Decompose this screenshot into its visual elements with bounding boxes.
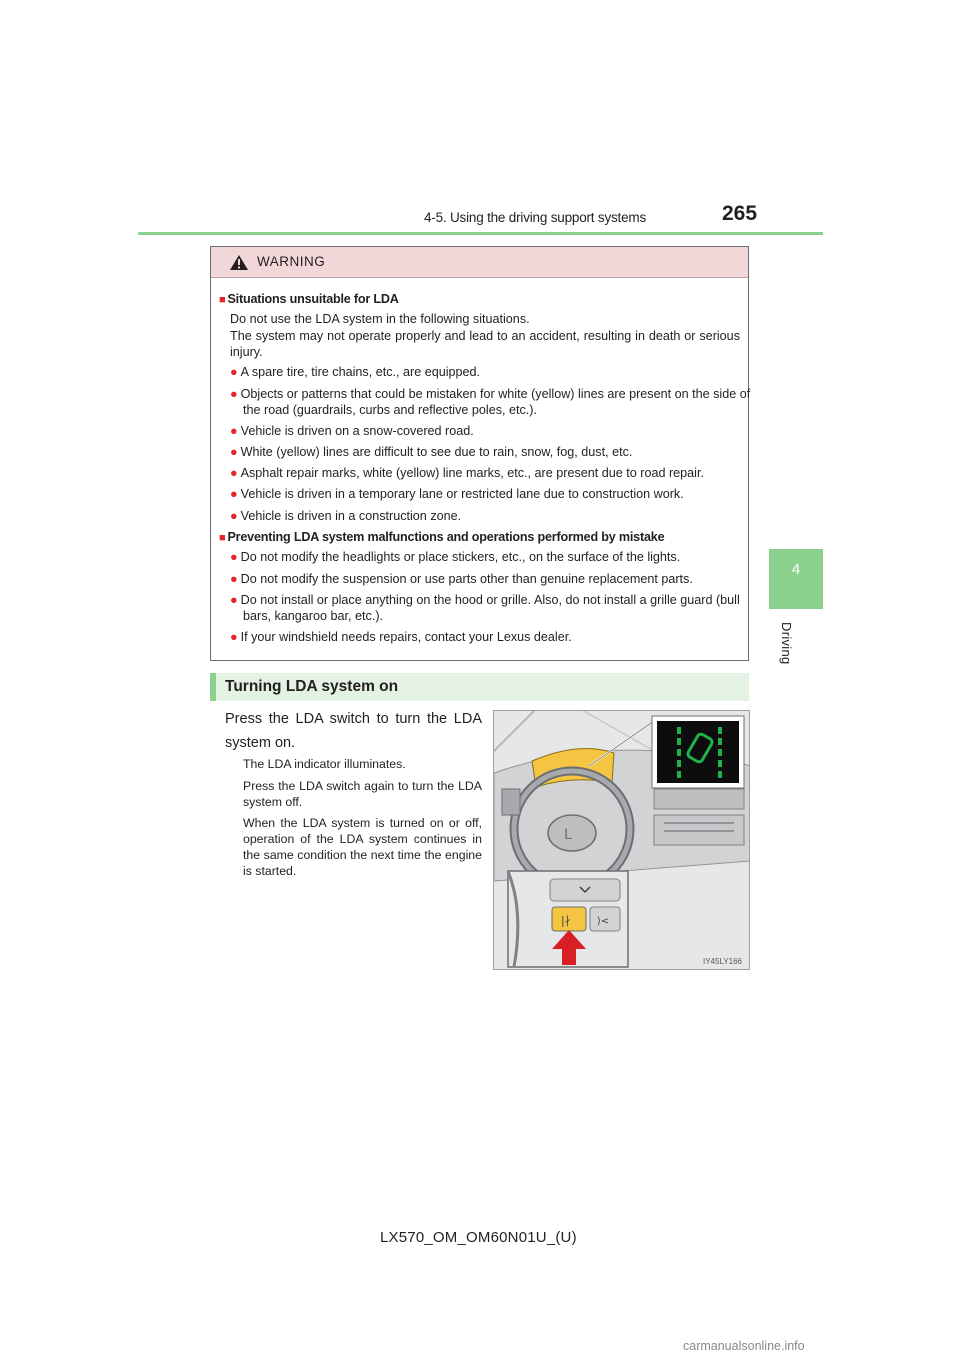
bullet-dot-icon: ● (230, 572, 238, 586)
warning-bullet: ● Vehicle is driven on a snow-covered road. (230, 424, 474, 438)
warning-bullet: ● If your windshield needs repairs, contact your Lexus dealer. (230, 630, 572, 644)
dashboard-illustration (493, 710, 750, 970)
section-title: 4-5. Using the driving support systems (424, 210, 646, 225)
bullet-dot-icon: ● (230, 424, 238, 438)
warning-bullet: ● White (yellow) lines are difficult to see due to rain, snow, fog, dust, etc. (230, 445, 633, 459)
warning-box (210, 246, 749, 661)
note-text: The LDA indicator illuminates. (243, 757, 406, 771)
bullet-dot-icon: ● (230, 387, 238, 401)
note-text: When the LDA system is turned on or off, operation of the LDA system continues in the same condition the next time the engine is started. (243, 816, 482, 878)
bullet-dot-icon: ● (230, 593, 238, 607)
warning-bullet: ● A spare tire, tire chains, etc., are equipped. (230, 365, 481, 379)
note-text: Press the LDA switch again to turn the LDA system off. (243, 779, 482, 809)
warning-bullet: ● Do not install or place anything on the hood or grille. Also, do not install a grille guard (bull bars, kangaroo bar, etc.). (230, 593, 740, 623)
bullet-dot-icon: ● (230, 509, 238, 523)
warning-title: WARNING (257, 254, 326, 269)
bullet-dot-icon: ● (230, 365, 238, 379)
warning-bullet: ● Do not modify the headlights or place stickers, etc., on the surface of the lights. (230, 550, 681, 564)
section-heading: Turning LDA system on (225, 678, 399, 695)
chapter-number: 4 (791, 561, 801, 578)
document-code: LX570_OM_OM60N01U_(U) (380, 1229, 577, 1246)
warning-triangle-icon (230, 255, 248, 270)
dashboard-drawing (494, 711, 750, 970)
warning-bullet: ● Vehicle is driven in a temporary lane or restricted lane due to construction work. (230, 487, 684, 501)
watermark-link[interactable]: carmanualsonline.info (683, 1339, 805, 1353)
chapter-label: Driving (779, 622, 794, 665)
svg-text:⟩<: ⟩< (597, 916, 610, 927)
warning-para: Do not use the LDA system in the following situations. (230, 312, 530, 326)
svg-text:L: L (564, 827, 572, 843)
chapter-tab (769, 549, 823, 609)
instruction-text: Press the LDA switch to turn the LDA system on. (225, 711, 482, 751)
warning-bullet: ● Asphalt repair marks, white (yellow) line marks, etc., are present due to road repair. (230, 466, 704, 480)
bullet-dot-icon: ● (230, 630, 238, 644)
warning-heading: ■ Situations unsuitable for LDA (219, 292, 399, 306)
warning-para: The system may not operate properly and lead to an accident, resulting in death or serious injury. (230, 329, 740, 359)
illustration-code: IY45LY166 (703, 957, 742, 966)
bullet-dot-icon: ● (230, 466, 238, 480)
bullet-dot-icon: ● (230, 487, 238, 501)
warning-header (211, 247, 748, 278)
warning-bullet: ● Objects or patterns that could be mistaken for white (yellow) lines are present on the side of the road (guardrails, curbs and reflective poles, etc.). (230, 387, 751, 417)
square-bullet-icon: ■ (219, 532, 226, 544)
warning-bullet: ● Do not modify the suspension or use parts other than genuine replacement parts. (230, 572, 693, 586)
bullet-dot-icon: ● (230, 550, 238, 564)
header-rule (138, 232, 823, 235)
svg-text:|∤: |∤ (561, 914, 571, 927)
warning-bullet: ● Vehicle is driven in a construction zone. (230, 509, 462, 523)
page-number: 265 (722, 202, 758, 225)
square-bullet-icon: ■ (219, 294, 226, 306)
warning-heading: ■ Preventing LDA system malfunctions and operations performed by mistake (219, 530, 665, 544)
bullet-dot-icon: ● (230, 445, 238, 459)
section-header-accent (210, 673, 216, 701)
